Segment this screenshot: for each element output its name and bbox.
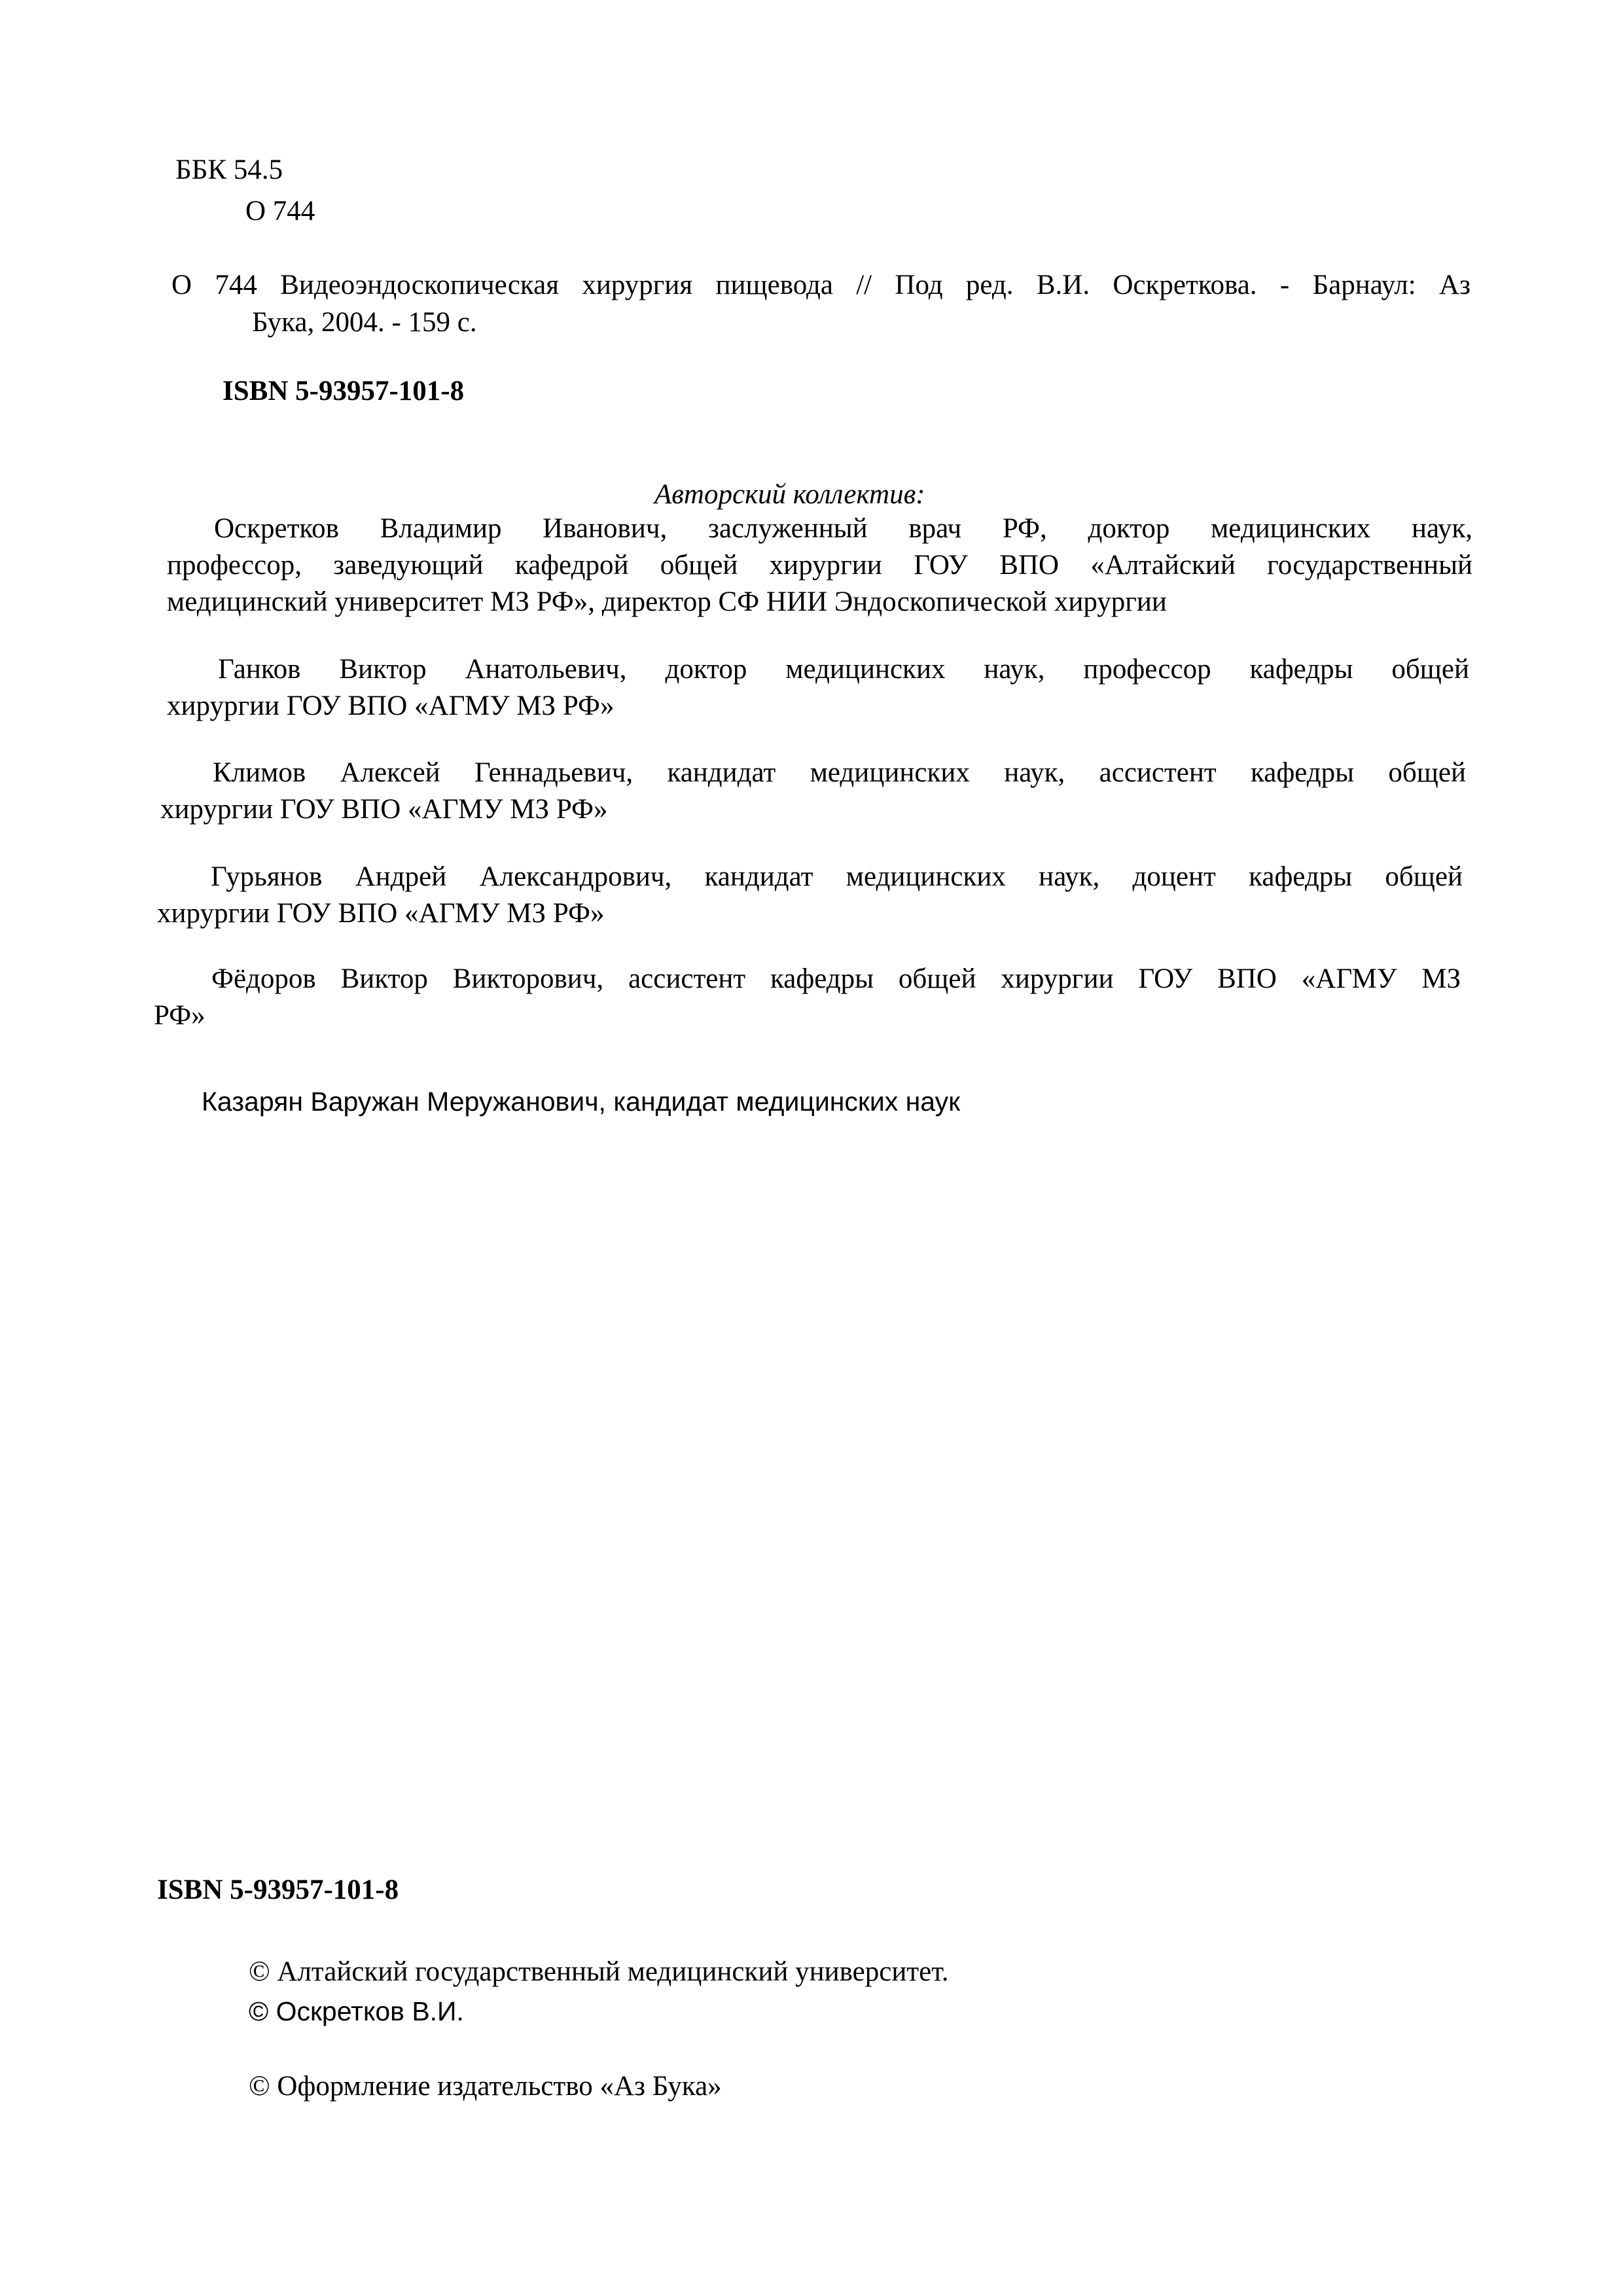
citation-line-2: Бука, 2004. - 159 с. [252,307,477,338]
author-2-line-1: Ганков Виктор Анатольевич, доктор медицинских наук, профессор кафедры общей [218,654,1469,685]
author-3-line-1: Климов Алексей Геннадьевич, кандидат медицинских наук, ассистент кафедры общей [213,757,1466,788]
author-2-line-2: хирургии ГОУ ВПО «АГМУ МЗ РФ» [167,691,615,721]
isbn-bottom: ISBN 5-93957-101-8 [157,1874,399,1905]
isbn-top: ISBN 5-93957-101-8 [223,376,465,406]
author-entry-fedorov [154,961,1461,1034]
copyright-oskretkov: © Оскретков В.И. [249,1996,464,2026]
author-4-line-1: Гурьянов Андрей Александрович, кандидат медицинских наук, доцент кафедры общей [211,861,1463,892]
author-entry-guryanov [157,859,1463,932]
author-entry-oskretkov [167,511,1472,620]
citation-line-1: О 744 Видеоэндоскопическая хирургия пищевода // Под ред. В.И. Оскреткова. - Барнаул: Аз [171,270,1471,300]
author-5-line-2: РФ» [154,1000,205,1031]
author-5-line-1: Фёдоров Виктор Викторович, ассистент кафедры общей хирургии ГОУ ВПО «АГМУ МЗ [211,963,1461,994]
author-1-line-2: профессор, заведующий кафедрой общей хирургии ГОУ ВПО «Алтайский государственный [167,550,1472,581]
author-4-line-2: хирургии ГОУ ВПО «АГМУ МЗ РФ» [157,898,605,929]
author-1-line-1: Оскретков Владимир Иванович, заслуженный врач РФ, доктор медицинских наук, [214,513,1472,544]
bbk-index: ББК 54.5 [175,154,283,185]
author-code: О 744 [245,196,315,226]
author-entry-gankov [167,651,1469,725]
authors-heading: Авторский коллектив: [654,479,925,510]
copyright-university: © Алтайский государственный медицинский университет. [249,1956,949,1987]
author-1-line-3: медицинский университет МЗ РФ», директор СФ НИИ Эндоскопической хирургии [167,586,1167,617]
author-entry-kazaryan: Казарян Варужан Меружанович, кандидат медицинских наук [202,1086,961,1117]
copyright-publisher: © Оформление издательство «Аз Бука» [249,2071,722,2102]
author-entry-klimov [160,755,1466,828]
bibliographic-citation [171,267,1471,304]
author-3-line-2: хирургии ГОУ ВПО «АГМУ МЗ РФ» [160,794,608,825]
